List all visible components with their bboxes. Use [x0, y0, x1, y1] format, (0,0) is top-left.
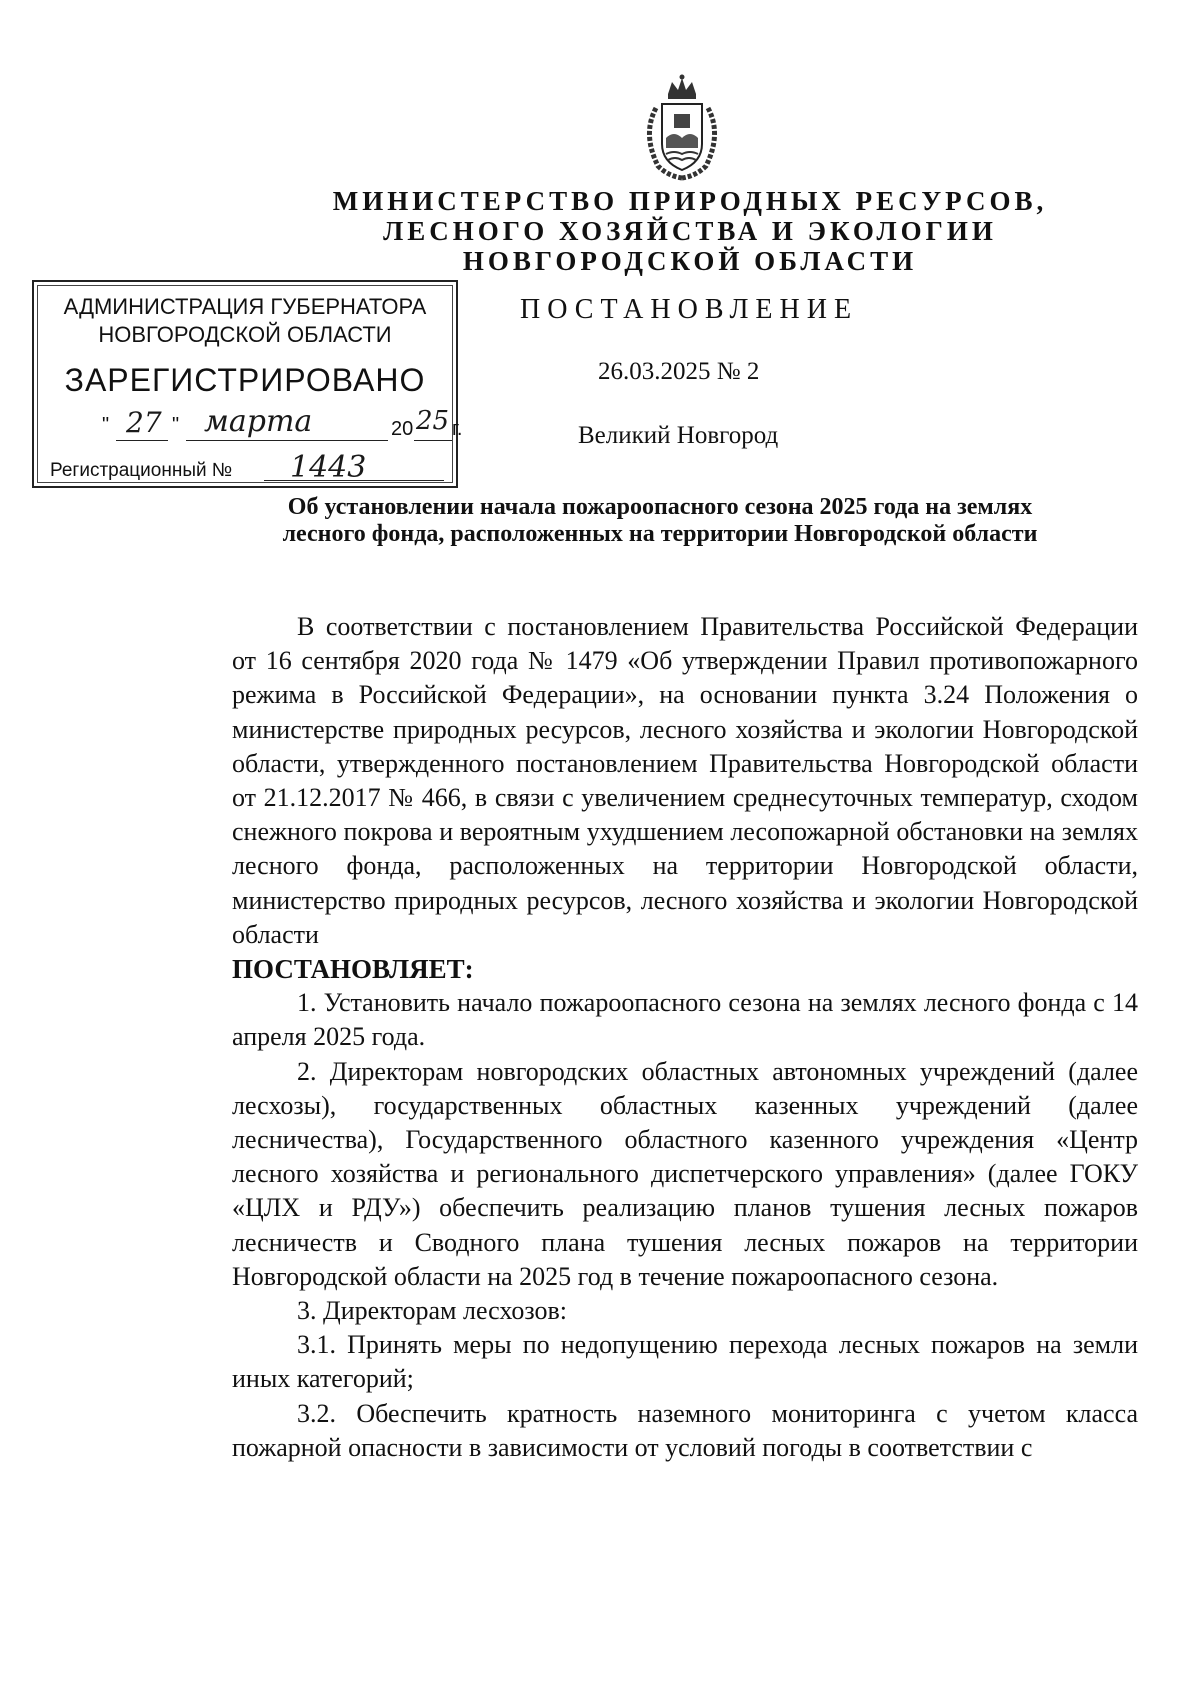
title-line-2: лесного фонда, расположенных на территории Новгородской области	[282, 521, 1038, 547]
document-place: Великий Новгород	[578, 422, 779, 449]
stamp-year-prefix: 20	[391, 418, 414, 440]
day-underline	[116, 440, 168, 441]
document-date-number: 26.03.2025 № 2	[598, 358, 760, 385]
ministry-name-line-2: ЛЕСНОГО ХОЗЯЙСТВА И ЭКОЛОГИИ	[383, 216, 997, 246]
ministry-name-line-1: МИНИСТЕРСТВО ПРИРОДНЫХ РЕСУРСОВ,	[332, 186, 1048, 216]
stamp-line-2: НОВГОРОДСКОЙ ОБЛАСТИ	[98, 322, 392, 347]
resolves-heading: ПОСТАНОВЛЯЕТ:	[232, 954, 474, 985]
ministry-name-line-3: НОВГОРОДСКОЙ ОБЛАСТИ	[462, 246, 918, 276]
year-underline	[414, 440, 452, 441]
stamp-date	[64, 404, 463, 446]
stamp-quote-open: "	[102, 414, 110, 436]
stamp-year-suffix: г.	[452, 418, 463, 440]
stamp-day-handwritten: 27	[126, 406, 162, 439]
item-3-paragraph: 3. Директорам лесхозов:	[297, 1296, 567, 1326]
item-1-paragraph: 1. Установить начало пожароопасного сезона на землях лесного фонда с 14 апреля 2025 года.	[232, 988, 1138, 1052]
reg-underline	[264, 480, 444, 481]
stamp-reg-label: Регистрационный №	[50, 460, 233, 481]
item-2-paragraph: 2. Директорам новгородских областных автономных учреждений (далее лесхозы), государственных областных казенных учреждений (далее лесничества), Государственного областного казенного учреждения «Центр лесного хозяйства и регионального диспетчерского управления» (далее ГОКУ «ЦЛХ и РДУ») обеспечить реализацию планов тушения лесных пожаров лесничеств и Сводного плана тушения лесных пожаров на территории Новгородской области на 2025 год в течение пожароопасного сезона.	[232, 1056, 1138, 1291]
stamp-quote-close: "	[172, 414, 180, 436]
stamp-reg-number-handwritten: 1443	[290, 450, 367, 485]
document-title	[230, 494, 1090, 548]
stamp-year-handwritten: 25	[416, 406, 450, 436]
coat-of-arms-emblem	[634, 74, 730, 182]
preamble-paragraph: В соответствии с постановлением Правительства Российской Федерации от 16 сентября 2020 года № 1479 «Об утверждении Правил противопожарного режима в Российской Федерации», на основании пункта 3.24 Положения о министерстве природных ресурсов, лесного хозяйства и экологии Новгородской области, утвержденного постановлением Правительства Новгородской области от 21.12.2017 № 466, в связи с увеличением среднесуточных температур, сходом снежного покрова и вероятным ухудшением лесопожарной обстановки на землях лесного фонда, расположенных на территории Новгородской области, министерство природных ресурсов, лесного хозяйства и экологии Новгородской области	[232, 612, 1138, 949]
stamp-registration	[50, 448, 450, 484]
stamp-status: ЗАРЕГИСТРИРОВАНО	[64, 362, 426, 398]
item-3-2-paragraph: 3.2. Обеспечить кратность наземного мониторинга с учетом класса пожарной опасности в зависимости от условий погоды в соответствии с	[232, 1398, 1138, 1462]
stamp-month-handwritten: марта	[204, 404, 313, 439]
document-body	[232, 610, 1138, 1465]
item-3-1-paragraph: 3.1. Принять меры по недопущению перехода лесных пожаров на земли иных категорий;	[232, 1330, 1138, 1394]
document-type: ПОСТАНОВЛЕНИЕ	[520, 294, 859, 325]
month-underline	[186, 440, 388, 441]
stamp-line-1: АДМИНИСТРАЦИЯ ГУБЕРНАТОРА	[63, 294, 427, 319]
title-line-1: Об установлении начала пожароопасного сезона 2025 года на землях	[287, 494, 1033, 520]
registration-stamp	[32, 280, 463, 488]
